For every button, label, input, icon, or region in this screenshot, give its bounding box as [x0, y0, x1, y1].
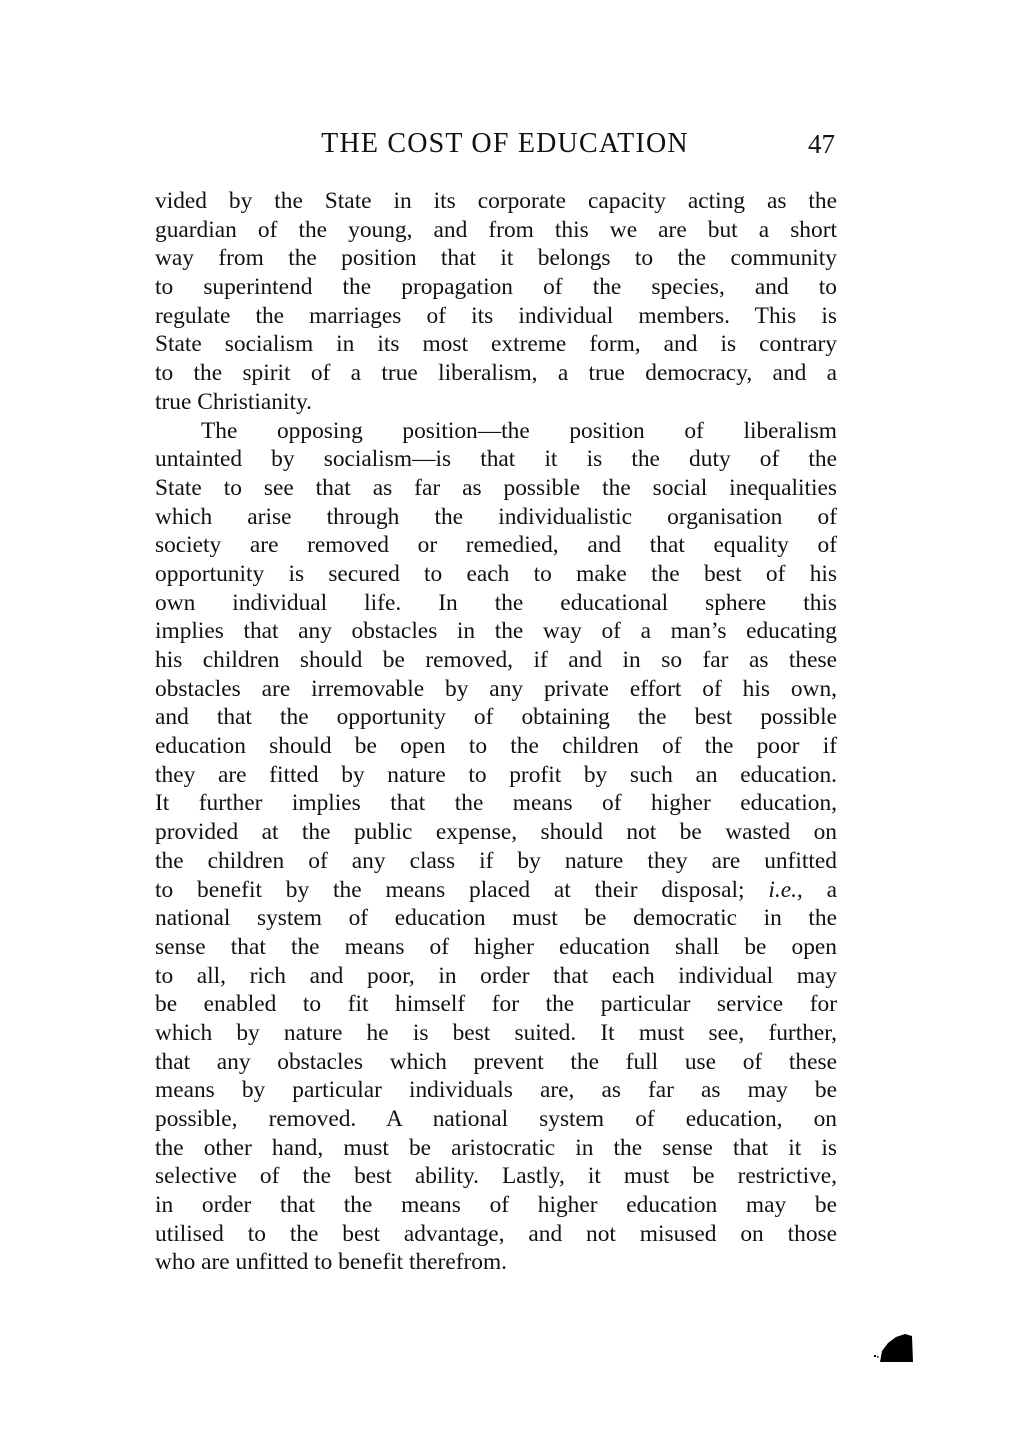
text-line: to the spirit of a true liberalism, a true democracy, and a — [155, 360, 837, 387]
text-line: possible, removed. A national system of education, on — [155, 1106, 837, 1132]
running-title: THE COST OF EDUCATION — [321, 128, 689, 159]
text-line: The opposing position—the position of liberalism — [201, 417, 837, 444]
italic-abbreviation: i.e., — [768, 876, 803, 903]
text-line: and that the opportunity of obtaining the best possible — [155, 704, 837, 731]
text-line: regulate the marriages of its individual members. This is — [155, 302, 837, 329]
text-line: which by nature he is best suited. It must see, further, — [155, 1019, 837, 1046]
text-line: which arise through the individualistic organisation of — [155, 503, 837, 530]
text-line: obstacles are irremovable by any private effort of his own, — [155, 675, 837, 702]
text-line: vided by the State in its corporate capacity acting as the — [155, 188, 837, 214]
text-line: guardian of the young, and from this we are but a short — [155, 216, 837, 243]
text-line: It further implies that the means of higher education, — [155, 790, 837, 817]
text-line: society are removed or remedied, and that equality of — [155, 532, 837, 559]
text-line: to superintend the propagation of the species, and to — [155, 274, 837, 301]
text-line: they are fitted by nature to profit by such an education. — [155, 761, 837, 788]
text-line: own individual life. In the educational sphere this — [155, 589, 837, 616]
text-line: national system of education must be democratic in the — [155, 905, 837, 932]
text-line: means by particular individuals are, as far as may be — [155, 1077, 837, 1104]
text-line: opportunity is secured to each to make the best of his — [155, 560, 837, 587]
text-line: State socialism in its most extreme form, and is contrary — [155, 331, 837, 358]
running-head — [155, 128, 837, 168]
text-line: education should be open to the children of the poor if — [155, 733, 837, 760]
text-line: State to see that as far as possible the social inequalities — [155, 474, 837, 501]
text-line: that any obstacles which prevent the full use of these — [155, 1048, 837, 1075]
text-line: sense that the means of higher education shall be open — [155, 933, 837, 960]
text-line: his children should be removed, if and in so far as these — [155, 647, 837, 673]
text-line: to all, rich and poor, in order that each individual may — [155, 962, 837, 989]
text-line: be enabled to fit himself for the particular service for — [155, 991, 837, 1018]
text-line: selective of the best ability. Lastly, it must be restrictive, — [155, 1163, 837, 1190]
text-line: who are unfitted to benefit therefrom. — [155, 1249, 508, 1276]
ink-blot-mark — [874, 1333, 914, 1363]
text-line: in order that the means of higher education may be — [155, 1192, 837, 1219]
text-line: to benefit by the means placed at their disposal; i.e., a — [155, 876, 837, 903]
body-text — [155, 187, 837, 1277]
page-number: 47 — [808, 129, 835, 159]
text-line: the other hand, must be aristocratic in the sense that it is — [155, 1134, 837, 1161]
text-line: true Christianity. — [155, 388, 312, 415]
text-line: untainted by socialism—is that it is the duty of the — [155, 446, 837, 473]
text-line: provided at the public expense, should not be wasted on — [155, 819, 837, 846]
text-line: implies that any obstacles in the way of a man’s educating — [155, 618, 837, 645]
text-line: way from the position that it belongs to the community — [155, 245, 837, 272]
text-line: the children of any class if by nature they are unfitted — [155, 847, 837, 874]
text-line: utilised to the best advantage, and not misused on those — [155, 1220, 837, 1247]
